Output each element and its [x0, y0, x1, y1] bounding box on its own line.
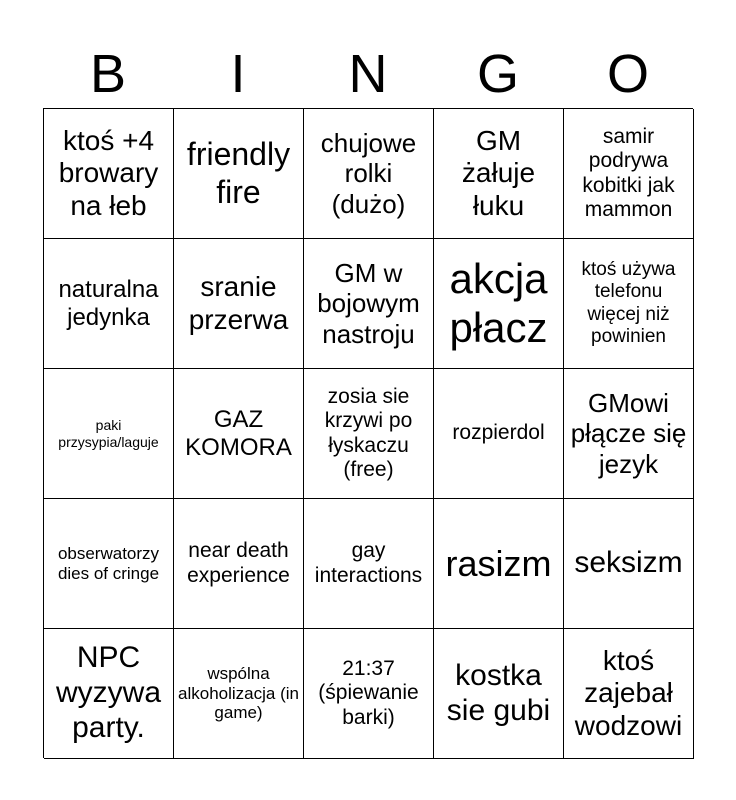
cell-text: seksizm	[574, 546, 683, 580]
bingo-cell[interactable]	[434, 629, 564, 759]
cell-text: friendly fire	[186, 136, 291, 210]
cell-text: zosia sie krzywi po łyskaczu (free)	[324, 384, 413, 481]
bingo-header	[43, 40, 693, 108]
cell-text: GM w bojowym nastroju	[317, 258, 420, 349]
cell-text: NPC wyzywa party.	[55, 641, 161, 744]
cell-text: naturalna jedynka	[58, 275, 159, 331]
bingo-cell[interactable]	[174, 499, 304, 629]
bingo-cell[interactable]	[44, 499, 174, 629]
bingo-cell[interactable]	[304, 239, 434, 369]
bingo-cell[interactable]	[174, 369, 304, 499]
bingo-cell[interactable]	[434, 109, 564, 239]
cell-text: rasizm	[445, 542, 552, 584]
bingo-cell[interactable]	[434, 499, 564, 629]
bingo-cell[interactable]	[434, 239, 564, 369]
cell-text: sranie przerwa	[188, 271, 289, 335]
cell-text: ktoś zajebał wodzowi	[574, 644, 683, 741]
bingo-grid	[43, 108, 693, 758]
bingo-cell[interactable]	[304, 629, 434, 759]
cell-text: chujowe rolki (dużo)	[320, 128, 417, 219]
bingo-cell[interactable]	[304, 109, 434, 239]
cell-text: paki przysypia/laguje	[58, 417, 159, 450]
cell-text: ktoś używa telefonu więcej niż powinien	[581, 259, 676, 347]
bingo-cell[interactable]	[304, 499, 434, 629]
cell-text: akcja płacz	[449, 254, 548, 351]
bingo-cell[interactable]	[564, 369, 694, 499]
cell-text: ktoś +4 browary na łeb	[58, 124, 159, 221]
cell-text: samir podrywa kobitki jak mammon	[582, 124, 675, 221]
bingo-cell[interactable]	[564, 499, 694, 629]
bingo-cell[interactable]	[304, 369, 434, 499]
cell-text: obserwatorzy dies of cringe	[57, 543, 160, 583]
bingo-cell[interactable]	[174, 239, 304, 369]
header-letter-i: I	[230, 44, 246, 104]
bingo-cell[interactable]	[434, 369, 564, 499]
bingo-cell[interactable]	[44, 369, 174, 499]
cell-text: kostka sie gubi	[446, 658, 551, 727]
header-letter-b: B	[89, 44, 127, 104]
bingo-cell[interactable]	[564, 629, 694, 759]
bingo-cell[interactable]	[44, 239, 174, 369]
bingo-cell[interactable]	[564, 239, 694, 369]
cell-text: 21:37 (śpiewanie barki)	[318, 656, 419, 729]
cell-text: GMowi płącze się jezyk	[570, 388, 687, 479]
bingo-cell[interactable]	[174, 109, 304, 239]
cell-text: GM żałuje łuku	[461, 124, 536, 221]
cell-text: rozpierdol	[452, 421, 545, 445]
cell-text: wspólna alkoholizacja (in game)	[178, 663, 299, 723]
cell-text: GAZ KOMORA	[185, 405, 292, 461]
bingo-cell[interactable]	[44, 629, 174, 759]
header-letter-g: G	[476, 44, 519, 104]
header-letter-n: N	[348, 44, 388, 104]
cell-text: gay interactions	[314, 539, 423, 587]
bingo-cell[interactable]	[174, 629, 304, 759]
bingo-cell[interactable]	[564, 109, 694, 239]
header-letter-o: O	[606, 44, 649, 104]
cell-text: near death experience	[187, 539, 290, 587]
bingo-cell[interactable]	[44, 109, 174, 239]
